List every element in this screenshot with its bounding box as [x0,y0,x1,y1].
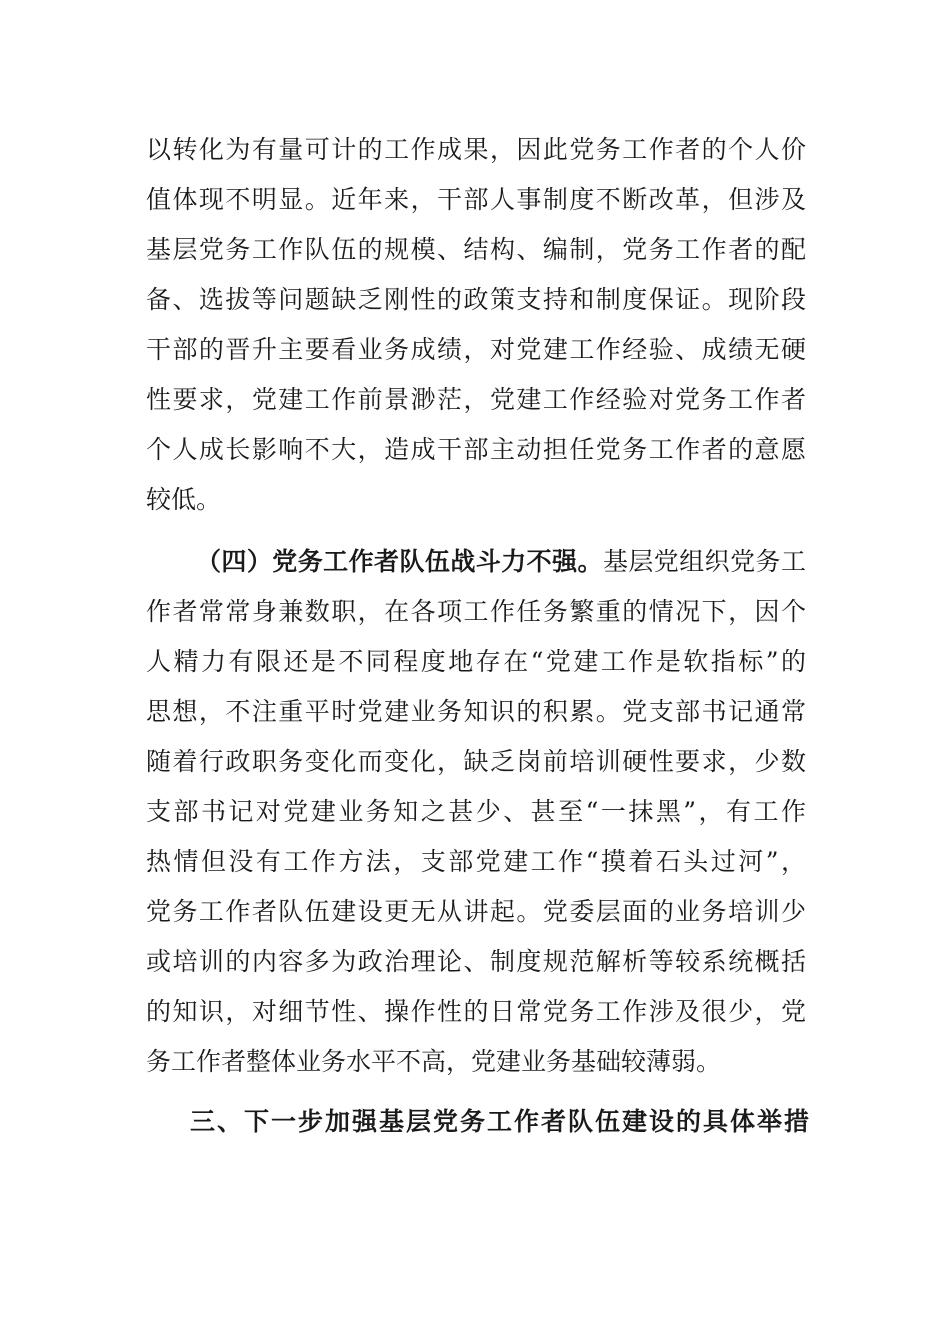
paragraph-2-line-8: 党务工作者队伍建设更无从讲起。党委层面的业务培训少 [146,897,806,926]
section-heading: 三、下一步加强基层党务工作者队伍建设的具体举措 [190,1107,812,1136]
paragraph-1-line-2: 值体现不明显。近年来，干部人事制度不断改革，但涉及 [146,185,806,214]
paragraph-1-line-1: 以转化为有量可计的工作成果，因此党务工作者的个人价 [146,135,806,164]
paragraph-2-line-2: 作者常常身兼数职，在各项工作任务繁重的情况下，因个 [146,597,806,626]
paragraph-2-line-9: 或培训的内容多为政治理论、制度规范解析等较系统概括 [146,947,806,976]
paragraph-2-lead-rest: 基层党组织党务工 [602,547,806,576]
paragraph-1-line-3: 基层党务工作队伍的规模、结构、编制，党务工作者的配 [146,235,806,264]
paragraph-2-lead-title: （四）党务工作者队伍战斗力不强。 [196,547,603,576]
paragraph-2-line-5: 随着行政职务变化而变化，缺乏岗前培训硬性要求，少数 [146,747,806,776]
paragraph-1-line-5: 干部的晋升主要看业务成绩，对党建工作经验、成绩无硬 [146,335,806,364]
paragraph-2-line-3: 人精力有限还是不同程度地存在“党建工作是软指标”的 [146,647,806,676]
paragraph-2-line-11: 务工作者整体业务水平不高，党建业务基础较薄弱。 [146,1047,722,1076]
paragraph-2-line-10: 的知识，对细节性、操作性的日常党务工作涉及很少，党 [146,997,806,1026]
paragraph-1-line-6: 性要求，党建工作前景渺茫，党建工作经验对党务工作者 [146,385,806,414]
paragraph-2-line-1 [196,542,806,582]
paragraph-1-line-4: 备、选拔等问题缺乏刚性的政策支持和制度保证。现阶段 [146,285,806,314]
paragraph-1-line-7: 个人成长影响不大，造成干部主动担任党务工作者的意愿 [146,435,806,464]
paragraph-2-line-7: 热情但没有工作方法，支部党建工作“摸着石头过河”， [146,847,806,876]
paragraph-2-line-6: 支部书记对党建业务知之甚少、甚至“一抹黑”，有工作 [146,797,806,826]
paragraph-2-line-4: 思想，不注重平时党建业务知识的积累。党支部书记通常 [146,697,806,726]
paragraph-1-line-8: 较低。 [146,485,222,514]
